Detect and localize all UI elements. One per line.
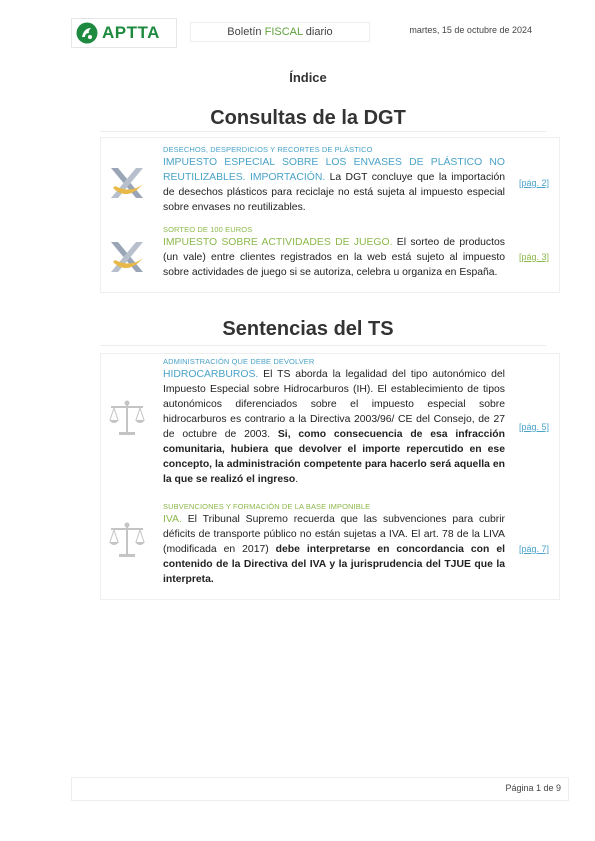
item-category: DESECHOS, DESPERDICIOS Y RECORTES DE PLÁSTICO xyxy=(163,145,373,154)
item-bold-text: Si, como consecuencia de esa infracción comunitaria, hubiera que devolver el importe repercutido en ese concepto, la administración competente para hacerlo será aquella en la que se realizó el ingreso xyxy=(163,429,505,485)
item-summary: IMPUESTO ESPECIAL SOBRE LOS ENVASES DE PLÁSTICO NO REUTILIZABLES. IMPORTACIÓN. La DGT concluye que la importación de desechos plásticos para reciclaje no está sujeta al impuesto especial sobre envases no reutilizables. xyxy=(163,157,506,213)
page-number: Página 1 de 9 xyxy=(505,783,561,793)
list-item xyxy=(163,357,505,487)
section-divider xyxy=(100,345,546,346)
item-summary: IVA. El Tribunal Supremo recuerda que las subvenciones para cubrir déficits de transporte público no están sujetas a IVA. El art. 78 de la LIVA (modificada en 2017) debe interpretarse en concordancia con el contenido de la Directiva del IVA y la jurisprudencia del TJUE que la interpreta. xyxy=(163,514,505,585)
list-item xyxy=(163,502,505,587)
tax-agency-logo-icon xyxy=(107,238,147,276)
item-headline: IVA. xyxy=(163,514,182,525)
bulletin-date: martes, 15 de octubre de 2024 xyxy=(409,25,532,35)
scales-of-justice-icon xyxy=(107,398,147,440)
item-category: SORTEO DE 100 EUROS xyxy=(163,225,253,234)
aptta-logo-icon xyxy=(76,22,98,44)
section-title-ts: Sentencias del TS xyxy=(222,318,394,340)
item-category: SUBVENCIONES Y FORMACIÓN DE LA BASE IMPONIBLE xyxy=(163,502,371,511)
section-title-dgt: Consultas de la DGT xyxy=(210,107,406,129)
page-link[interactable]: [pág. 7] xyxy=(519,544,550,554)
ts-card xyxy=(100,353,560,600)
logo-text: APTTA xyxy=(102,23,160,42)
bulletin-title-box xyxy=(190,22,370,42)
item-headline: IMPUESTO ESPECIAL SOBRE LOS ENVASES DE PLÁSTICO NO REUTILIZABLES. IMPORTACIÓN. xyxy=(163,157,505,183)
index-title: Índice xyxy=(289,70,327,85)
list-item xyxy=(163,145,505,215)
item-headline: IMPUESTO SOBRE ACTIVIDADES DE JUEGO. xyxy=(163,237,393,248)
list-item xyxy=(163,225,505,280)
bulletin-title: Boletín FISCAL diario xyxy=(227,26,333,38)
logo xyxy=(71,18,177,48)
item-category: ADMINISTRACIÓN QUE DEBE DEVOLVER xyxy=(163,357,315,366)
tax-agency-logo-icon xyxy=(107,164,147,202)
item-summary: HIDROCARBUROS. El TS aborda la legalidad del tipo autonómico del Impuesto Especial sobre Hidrocarburos (IH). El establecimiento de tipos autonómicos diferenciados sobre el impuesto especial sobre hidrocarburos es contrario a la Directiva 2003/96/ CE del Consejo, de 27 de octubre de 2003. Si, como consecuencia de esa infracción comunitaria, hubiera que devolver el importe repercutido en ese concepto, la administración competente para hacerlo será aquella en la que se realizó el ingreso. xyxy=(163,369,505,485)
bulletin-title-highlight: FISCAL xyxy=(264,26,303,38)
item-headline: HIDROCARBUROS. xyxy=(163,369,259,380)
page-link[interactable]: [pág. 3] xyxy=(519,252,550,262)
page-link[interactable]: [pág. 5] xyxy=(519,422,550,432)
page-link[interactable]: [pág. 2] xyxy=(519,178,550,188)
scales-of-justice-icon xyxy=(107,520,147,562)
item-summary: IMPUESTO SOBRE ACTIVIDADES DE JUEGO. El sorteo de productos (un vale) entre clientes registrados en la web está sujeto al impuesto sobre actividades de juego si se autoriza, celebra u organiza en España. xyxy=(163,237,505,278)
page-footer xyxy=(71,777,569,801)
dgt-card xyxy=(100,137,560,293)
item-bold-text: debe interpretarse en concordancia con el contenido de la Directiva del IVA y la jurisprudencia del TJUE que la interpreta. xyxy=(163,544,505,585)
section-divider xyxy=(100,131,546,132)
